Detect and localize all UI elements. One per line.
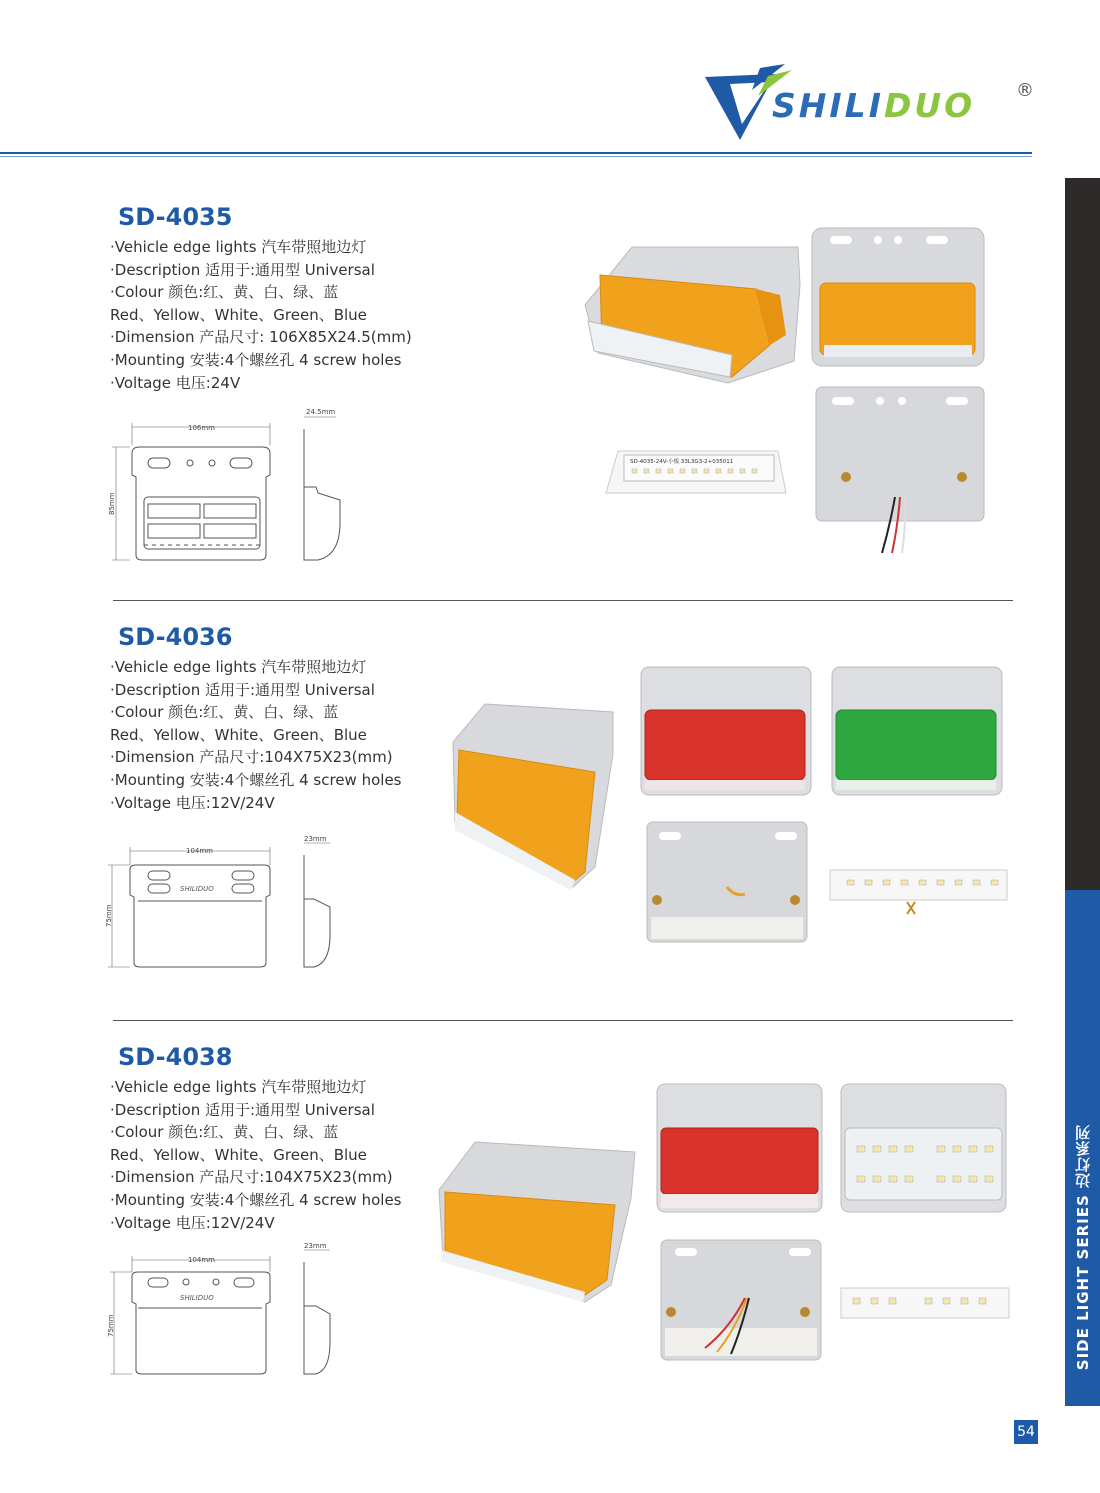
dimension-depth-label: 23mm (304, 1242, 327, 1250)
lamp-photo-back (816, 387, 984, 553)
spec-item: ·Vehicle edge lights 汽车带照地边灯 (110, 658, 367, 676)
section-divider (113, 1020, 1013, 1021)
brand-wordmark (772, 86, 975, 125)
side-tab-text: SIDE LIGHT SERIES 边灯系列 (1074, 1123, 1092, 1370)
registered-mark: ® (1016, 80, 1034, 101)
spec-item: ·Vehicle edge lights 汽车带照地边灯 (110, 1078, 367, 1096)
dimension-depth-label: 24.5mm (306, 408, 336, 416)
lamp-photo-front-red (641, 667, 811, 795)
spec-item: ·Voltage 电压:12V/24V (110, 793, 275, 812)
lamp-photo-front-green (832, 667, 1002, 795)
product-spec-list (110, 1076, 401, 1234)
spec-item: ·Colour 颜色:红、黄、白、绿、蓝 (110, 283, 339, 302)
spec-item: ·Dimension 产品尺寸:104X75X23(mm) (110, 748, 393, 767)
brand-name-blue: SHILI (772, 86, 884, 125)
product-photos-sd4038 (435, 1080, 1015, 1365)
product-photos-sd4035 (580, 225, 1010, 560)
spec-item: ·Colour 颜色:红、黄、白、绿、蓝 (110, 1123, 339, 1142)
header-rule (0, 152, 1032, 154)
dimension-width-label: 104mm (188, 1256, 215, 1264)
dimension-drawing-front (108, 405, 348, 570)
lamp-photo-angled-amber (585, 247, 800, 383)
drawing-brand-mark: SHILIDUO (180, 1294, 214, 1302)
dimension-height-label: 85mm (108, 492, 116, 515)
spec-item: ·Description 适用于:通用型 Universal (110, 1100, 375, 1119)
side-tab-dark-block (1065, 178, 1100, 890)
lamp-photo-pcb (606, 451, 786, 493)
spec-item: ·Description 适用于:通用型 Universal (110, 680, 375, 699)
spec-item: ·Voltage 电压:24V (110, 373, 241, 392)
spec-item: Red、Yellow、White、Green、Blue (110, 305, 367, 324)
spec-item: Red、Yellow、White、Green、Blue (110, 725, 367, 744)
product-model-title: SD-4038 (118, 1043, 233, 1071)
spec-item: ·Mounting 安装:4个螺丝孔 4 screw holes (110, 350, 402, 369)
product-spec-list (110, 656, 401, 814)
lamp-photo-pcb (830, 870, 1007, 914)
page-number: 54 (1014, 1420, 1038, 1444)
spec-item: ·Dimension 产品尺寸: 106X85X24.5(mm) (110, 328, 412, 347)
lamp-photo-angled-amber (439, 1142, 635, 1302)
lamp-photo-back (661, 1240, 821, 1360)
side-tab-label (1065, 890, 1100, 1406)
section-divider (113, 600, 1013, 601)
product-photos-sd4036 (445, 662, 1015, 947)
spec-item: ·Vehicle edge lights 汽车带照地边灯 (110, 238, 367, 256)
lamp-photo-front-amber (812, 228, 984, 366)
spec-item: ·Colour 颜色:红、黄、白、绿、蓝 (110, 703, 339, 722)
lamp-photo-pcb (841, 1288, 1009, 1318)
spec-item: ·Voltage 电压:12V/24V (110, 1213, 275, 1232)
product-model-title: SD-4035 (118, 203, 233, 231)
dimension-height-label: 75mm (105, 904, 113, 927)
dimension-height-label: 75mm (107, 1314, 115, 1337)
spec-item: Red、Yellow、White、Green、Blue (110, 1145, 367, 1164)
lamp-photo-back (647, 822, 807, 942)
drawing-brand-mark: SHILIDUO (180, 885, 214, 893)
spec-item: ·Mounting 安装:4个螺丝孔 4 screw holes (110, 1190, 402, 1209)
header-rule-thin (0, 156, 1032, 157)
spec-item: ·Description 适用于:通用型 Universal (110, 260, 375, 279)
brand-name-green: DUO (883, 86, 976, 125)
dimension-drawing-front (108, 1242, 348, 1382)
lamp-photo-angled-amber (453, 704, 613, 890)
spec-item: ·Mounting 安装:4个螺丝孔 4 screw holes (110, 770, 402, 789)
lamp-photo-front-red (657, 1084, 822, 1212)
product-spec-list (110, 236, 412, 394)
spec-item: ·Dimension 产品尺寸:104X75X23(mm) (110, 1168, 393, 1187)
dimension-depth-label: 23mm (304, 835, 327, 843)
pcb-label: SD-4035-24V-小板 33L3G3-2+035011 (630, 459, 734, 465)
lamp-photo-front-white-pcb (841, 1084, 1006, 1212)
dimension-width-label: 104mm (186, 847, 213, 855)
dimension-drawing-front (105, 835, 348, 975)
product-model-title: SD-4036 (118, 623, 233, 651)
dimension-width-label: 106mm (188, 424, 215, 432)
